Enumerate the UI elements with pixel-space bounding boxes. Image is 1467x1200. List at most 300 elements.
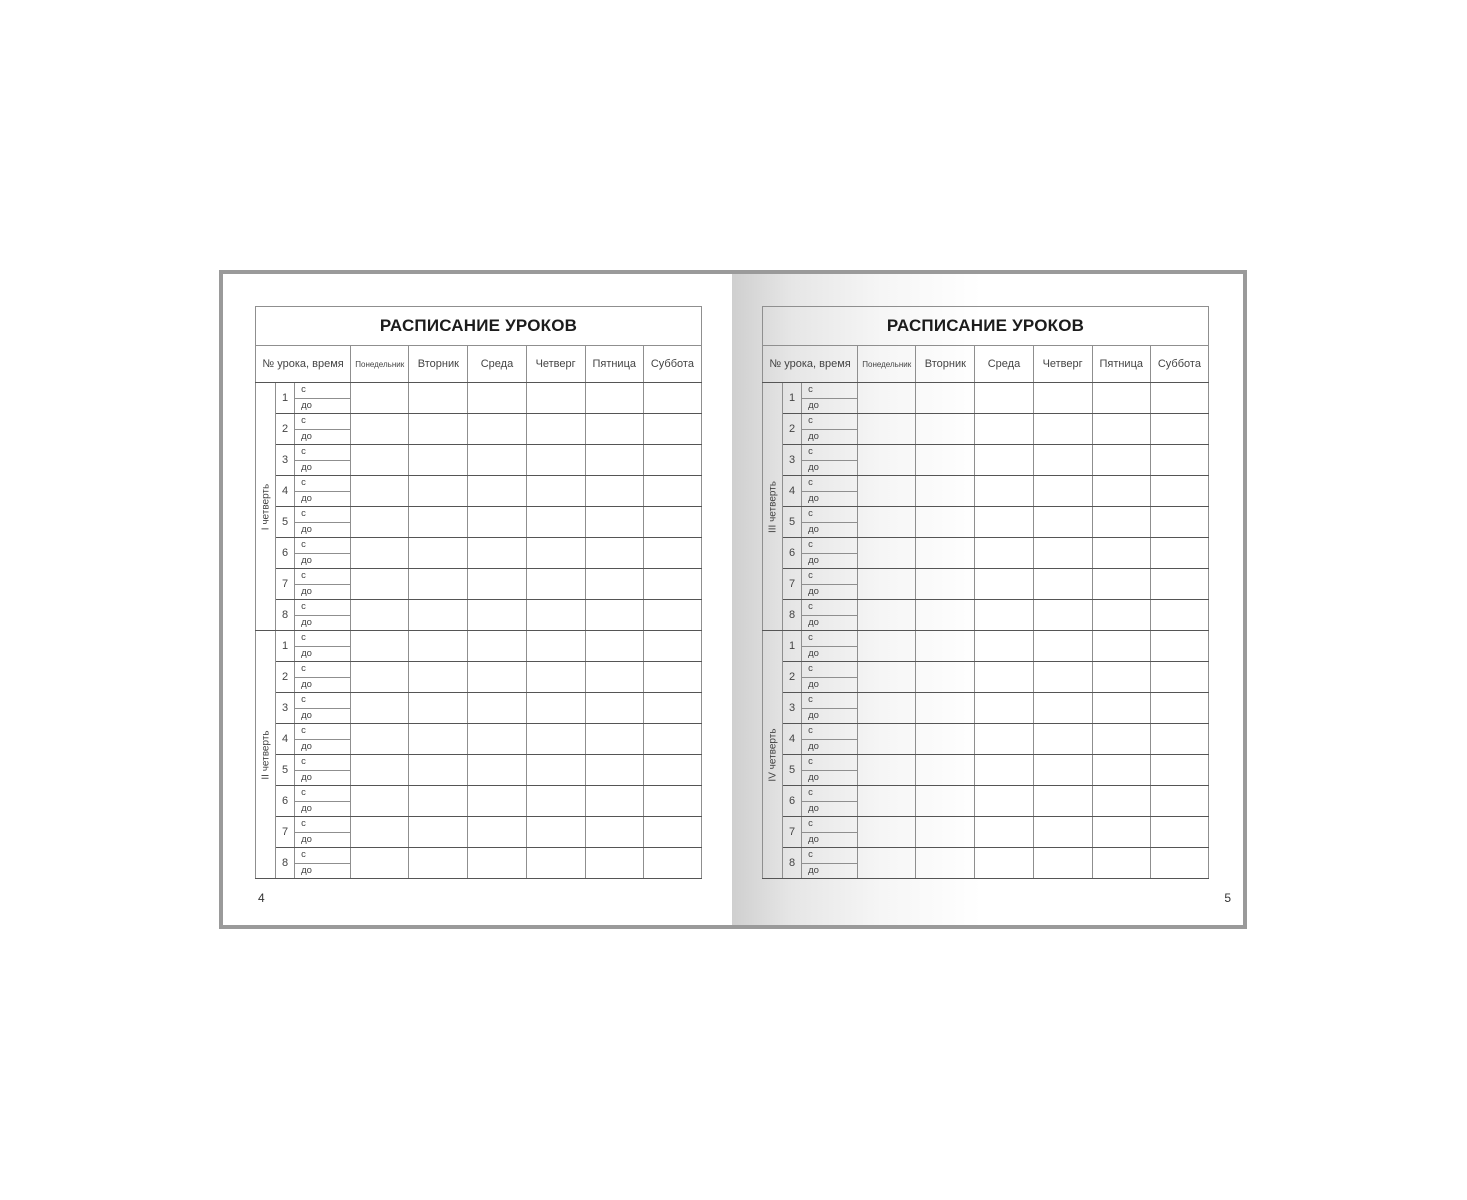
schedule-cell[interactable] [526, 414, 585, 445]
time-from-label: с [295, 538, 351, 554]
schedule-cell[interactable] [643, 724, 701, 755]
schedule-cell[interactable] [1150, 538, 1208, 569]
schedule-cell[interactable] [526, 538, 585, 569]
schedule-cell[interactable] [858, 724, 916, 755]
schedule-cell[interactable] [975, 662, 1033, 693]
schedule-cell[interactable] [585, 600, 643, 631]
lesson-number: 2 [783, 414, 802, 445]
schedule-cell[interactable] [468, 817, 526, 848]
time-to-label: до [802, 770, 858, 786]
schedule-cell[interactable] [1150, 600, 1208, 631]
schedule-cell[interactable] [468, 507, 526, 538]
schedule-cell[interactable] [409, 538, 468, 569]
schedule-cell[interactable] [526, 848, 585, 879]
schedule-cell[interactable] [916, 786, 975, 817]
lesson-row [763, 631, 1209, 647]
schedule-cell[interactable] [468, 631, 526, 662]
lesson-number: 7 [276, 817, 295, 848]
schedule-cell[interactable] [858, 445, 916, 476]
schedule-cell[interactable] [975, 755, 1033, 786]
time-to-label: до [295, 770, 351, 786]
quarter-cell [256, 631, 276, 879]
schedule-cell[interactable] [1033, 445, 1092, 476]
schedule-cell[interactable] [916, 414, 975, 445]
lesson-row [256, 848, 702, 864]
lesson-row [256, 693, 702, 709]
schedule-cell[interactable] [526, 476, 585, 507]
schedule-cell[interactable] [468, 848, 526, 879]
schedule-cell[interactable] [1150, 631, 1208, 662]
time-from-label: с [295, 569, 351, 585]
schedule-cell[interactable] [585, 817, 643, 848]
schedule-cell[interactable] [526, 507, 585, 538]
schedule-cell[interactable] [585, 538, 643, 569]
time-from-label: с [295, 476, 351, 492]
schedule-cell[interactable] [643, 569, 701, 600]
lesson-row [763, 755, 1209, 771]
lesson-row [763, 848, 1209, 864]
schedule-cell[interactable] [351, 848, 409, 879]
lesson-row [763, 786, 1209, 802]
schedule-cell[interactable] [1033, 476, 1092, 507]
schedule-cell[interactable] [585, 724, 643, 755]
schedule-cell[interactable] [351, 755, 409, 786]
day-header: Понедельник [858, 346, 916, 383]
time-to-label: до [802, 522, 858, 538]
time-to-label: до [295, 832, 351, 848]
schedule-cell[interactable] [1092, 786, 1150, 817]
lesson-number: 1 [276, 631, 295, 662]
schedule-cell[interactable] [916, 600, 975, 631]
lesson-row [763, 476, 1209, 492]
schedule-cell[interactable] [1033, 383, 1092, 414]
time-from-label: с [802, 848, 858, 864]
schedule-sheet [762, 306, 1209, 879]
schedule-cell[interactable] [975, 414, 1033, 445]
schedule-cell[interactable] [409, 600, 468, 631]
schedule-cell[interactable] [585, 476, 643, 507]
time-to-label: до [295, 801, 351, 817]
schedule-cell[interactable] [1033, 569, 1092, 600]
lesson-row [256, 662, 702, 678]
schedule-cell[interactable] [1033, 724, 1092, 755]
time-to-label: до [802, 429, 858, 445]
lesson-row [256, 786, 702, 802]
schedule-cell[interactable] [975, 476, 1033, 507]
schedule-cell[interactable] [1150, 383, 1208, 414]
lesson-number: 2 [783, 662, 802, 693]
schedule-cell[interactable] [975, 507, 1033, 538]
time-to-label: до [802, 708, 858, 724]
schedule-cell[interactable] [409, 817, 468, 848]
time-from-label: с [295, 600, 351, 616]
lesson-row [256, 724, 702, 740]
schedule-cell[interactable] [916, 507, 975, 538]
schedule-cell[interactable] [1150, 817, 1208, 848]
schedule-sheet [255, 306, 702, 879]
schedule-cell[interactable] [916, 755, 975, 786]
schedule-cell[interactable] [526, 631, 585, 662]
schedule-cell[interactable] [643, 538, 701, 569]
schedule-cell[interactable] [643, 817, 701, 848]
lesson-row [763, 662, 1209, 678]
schedule-cell[interactable] [975, 786, 1033, 817]
schedule-cell[interactable] [916, 662, 975, 693]
schedule-cell[interactable] [526, 755, 585, 786]
time-from-label: с [295, 445, 351, 461]
schedule-cell[interactable] [1150, 724, 1208, 755]
lesson-number: 8 [783, 600, 802, 631]
time-to-label: до [802, 553, 858, 569]
schedule-cell[interactable] [975, 817, 1033, 848]
schedule-cell[interactable] [585, 755, 643, 786]
day-header: Вторник [409, 346, 468, 383]
schedule-cell[interactable] [858, 693, 916, 724]
lesson-number: 6 [276, 786, 295, 817]
schedule-cell[interactable] [1092, 693, 1150, 724]
schedule-cell[interactable] [1092, 755, 1150, 786]
schedule-cell[interactable] [858, 786, 916, 817]
schedule-cell[interactable] [1033, 538, 1092, 569]
day-header: Суббота [643, 346, 701, 383]
lesson-column-header: № урока, время [256, 346, 351, 383]
lesson-row [256, 569, 702, 585]
schedule-cell[interactable] [1033, 755, 1092, 786]
schedule-cell[interactable] [351, 476, 409, 507]
schedule-cell[interactable] [409, 414, 468, 445]
time-to-label: до [295, 584, 351, 600]
schedule-cell[interactable] [468, 786, 526, 817]
schedule-cell[interactable] [975, 600, 1033, 631]
day-header: Суббота [1150, 346, 1208, 383]
page-number: 5 [1224, 891, 1231, 905]
lesson-row [763, 383, 1209, 399]
schedule-cell[interactable] [1092, 724, 1150, 755]
day-header: Вторник [916, 346, 975, 383]
schedule-cell[interactable] [643, 786, 701, 817]
schedule-cell[interactable] [526, 569, 585, 600]
schedule-cell[interactable] [1150, 569, 1208, 600]
time-to-label: до [802, 863, 858, 879]
schedule-cell[interactable] [468, 662, 526, 693]
schedule-cell[interactable] [526, 786, 585, 817]
schedule-cell[interactable] [468, 445, 526, 476]
schedule-cell[interactable] [585, 507, 643, 538]
page-right [732, 274, 1243, 925]
schedule-cell[interactable] [858, 662, 916, 693]
schedule-cell[interactable] [916, 631, 975, 662]
schedule-cell[interactable] [858, 383, 916, 414]
schedule-cell[interactable] [351, 724, 409, 755]
schedule-cell[interactable] [916, 724, 975, 755]
schedule-cell[interactable] [351, 383, 409, 414]
lesson-number: 5 [276, 507, 295, 538]
lesson-row [763, 538, 1209, 554]
schedule-cell[interactable] [585, 383, 643, 414]
schedule-cell[interactable] [526, 383, 585, 414]
schedule-cell[interactable] [351, 662, 409, 693]
schedule-cell[interactable] [409, 786, 468, 817]
schedule-cell[interactable] [858, 476, 916, 507]
schedule-cell[interactable] [1092, 600, 1150, 631]
schedule-cell[interactable] [409, 507, 468, 538]
schedule-cell[interactable] [916, 383, 975, 414]
day-header: Понедельник [351, 346, 409, 383]
day-header: Пятница [1092, 346, 1150, 383]
schedule-cell[interactable] [351, 693, 409, 724]
schedule-cell[interactable] [526, 724, 585, 755]
time-to-label: до [295, 863, 351, 879]
schedule-cell[interactable] [1092, 569, 1150, 600]
schedule-cell[interactable] [468, 383, 526, 414]
schedule-cell[interactable] [1092, 817, 1150, 848]
schedule-cell[interactable] [409, 693, 468, 724]
lesson-number: 1 [783, 383, 802, 414]
schedule-cell[interactable] [1033, 631, 1092, 662]
schedule-cell[interactable] [526, 600, 585, 631]
schedule-cell[interactable] [526, 693, 585, 724]
time-from-label: с [802, 507, 858, 523]
time-from-label: с [295, 507, 351, 523]
schedule-cell[interactable] [409, 476, 468, 507]
schedule-cell[interactable] [409, 755, 468, 786]
quarter-cell [256, 383, 276, 631]
time-from-label: с [802, 538, 858, 554]
time-to-label: до [295, 708, 351, 724]
time-to-label: до [295, 646, 351, 662]
schedule-cell[interactable] [409, 383, 468, 414]
schedule-cell[interactable] [351, 569, 409, 600]
schedule-cell[interactable] [409, 848, 468, 879]
lesson-number: 5 [783, 755, 802, 786]
schedule-cell[interactable] [858, 414, 916, 445]
schedule-cell[interactable] [468, 538, 526, 569]
schedule-cell[interactable] [858, 507, 916, 538]
lesson-row [763, 569, 1209, 585]
time-to-label: до [802, 739, 858, 755]
schedule-cell[interactable] [585, 693, 643, 724]
schedule-title: РАСПИСАНИЕ УРОКОВ [256, 307, 702, 346]
schedule-cell[interactable] [1150, 755, 1208, 786]
schedule-cell[interactable] [585, 631, 643, 662]
schedule-cell[interactable] [1150, 414, 1208, 445]
schedule-cell[interactable] [643, 507, 701, 538]
schedule-cell[interactable] [975, 383, 1033, 414]
schedule-cell[interactable] [643, 755, 701, 786]
time-to-label: до [802, 491, 858, 507]
time-to-label: до [295, 615, 351, 631]
schedule-cell[interactable] [975, 569, 1033, 600]
time-to-label: до [802, 584, 858, 600]
schedule-cell[interactable] [1092, 848, 1150, 879]
schedule-cell[interactable] [916, 445, 975, 476]
day-header: Четверг [526, 346, 585, 383]
time-to-label: до [295, 429, 351, 445]
lesson-number: 5 [783, 507, 802, 538]
diary-spread [219, 270, 1247, 929]
schedule-cell[interactable] [526, 817, 585, 848]
schedule-cell[interactable] [975, 445, 1033, 476]
time-from-label: с [802, 383, 858, 399]
schedule-title: РАСПИСАНИЕ УРОКОВ [763, 307, 1209, 346]
schedule-cell[interactable] [1092, 383, 1150, 414]
schedule-cell[interactable] [916, 693, 975, 724]
schedule-cell[interactable] [351, 445, 409, 476]
schedule-cell[interactable] [1092, 414, 1150, 445]
schedule-cell[interactable] [351, 538, 409, 569]
schedule-cell[interactable] [351, 414, 409, 445]
lesson-number: 6 [783, 786, 802, 817]
schedule-cell[interactable] [468, 414, 526, 445]
lesson-number: 2 [276, 414, 295, 445]
time-from-label: с [802, 662, 858, 678]
schedule-cell[interactable] [858, 848, 916, 879]
schedule-cell[interactable] [351, 631, 409, 662]
schedule-cell[interactable] [916, 817, 975, 848]
lesson-row [256, 817, 702, 833]
lesson-number: 3 [783, 693, 802, 724]
schedule-cell[interactable] [351, 600, 409, 631]
schedule-cell[interactable] [1150, 476, 1208, 507]
schedule-cell[interactable] [975, 724, 1033, 755]
schedule-cell[interactable] [351, 786, 409, 817]
schedule-cell[interactable] [1150, 786, 1208, 817]
lesson-number: 4 [783, 476, 802, 507]
lesson-number: 8 [276, 600, 295, 631]
schedule-cell[interactable] [1150, 693, 1208, 724]
schedule-cell[interactable] [409, 631, 468, 662]
schedule-cell[interactable] [1092, 445, 1150, 476]
schedule-cell[interactable] [916, 569, 975, 600]
schedule-cell[interactable] [468, 600, 526, 631]
time-to-label: до [802, 832, 858, 848]
schedule-cell[interactable] [858, 631, 916, 662]
schedule-cell[interactable] [1092, 631, 1150, 662]
schedule-cell[interactable] [916, 538, 975, 569]
lesson-row [763, 817, 1209, 833]
lesson-number: 1 [276, 383, 295, 414]
schedule-cell[interactable] [585, 848, 643, 879]
time-to-label: до [295, 522, 351, 538]
time-to-label: до [295, 491, 351, 507]
schedule-cell[interactable] [1092, 507, 1150, 538]
schedule-cell[interactable] [585, 786, 643, 817]
schedule-cell[interactable] [1033, 848, 1092, 879]
lesson-number: 4 [276, 724, 295, 755]
schedule-cell[interactable] [643, 848, 701, 879]
schedule-cell[interactable] [1092, 662, 1150, 693]
schedule-cell[interactable] [1033, 414, 1092, 445]
schedule-cell[interactable] [1033, 786, 1092, 817]
schedule-cell[interactable] [643, 383, 701, 414]
schedule-cell[interactable] [643, 662, 701, 693]
schedule-cell[interactable] [858, 755, 916, 786]
time-to-label: до [295, 398, 351, 414]
schedule-cell[interactable] [585, 569, 643, 600]
lesson-row [256, 538, 702, 554]
time-from-label: с [802, 817, 858, 833]
lesson-row [256, 414, 702, 430]
schedule-cell[interactable] [585, 414, 643, 445]
schedule-cell[interactable] [1150, 662, 1208, 693]
schedule-cell[interactable] [975, 693, 1033, 724]
schedule-cell[interactable] [1150, 445, 1208, 476]
schedule-cell[interactable] [643, 600, 701, 631]
schedule-cell[interactable] [468, 476, 526, 507]
schedule-cell[interactable] [526, 662, 585, 693]
schedule-cell[interactable] [468, 755, 526, 786]
page-left [223, 274, 732, 925]
schedule-cell[interactable] [1033, 693, 1092, 724]
time-from-label: с [802, 476, 858, 492]
schedule-cell[interactable] [1033, 817, 1092, 848]
time-from-label: с [802, 631, 858, 647]
day-header: Среда [975, 346, 1033, 383]
time-to-label: до [802, 460, 858, 476]
schedule-cell[interactable] [1092, 538, 1150, 569]
schedule-cell[interactable] [643, 631, 701, 662]
time-from-label: с [802, 693, 858, 709]
time-to-label: до [802, 646, 858, 662]
schedule-cell[interactable] [858, 569, 916, 600]
schedule-cell[interactable] [643, 476, 701, 507]
schedule-cell[interactable] [526, 445, 585, 476]
lesson-row [256, 755, 702, 771]
time-to-label: до [802, 677, 858, 693]
time-to-label: до [295, 739, 351, 755]
lesson-row [763, 693, 1209, 709]
schedule-cell[interactable] [916, 848, 975, 879]
schedule-cell[interactable] [409, 569, 468, 600]
schedule-cell[interactable] [643, 445, 701, 476]
schedule-cell[interactable] [585, 445, 643, 476]
lesson-row [256, 445, 702, 461]
schedule-cell[interactable] [409, 724, 468, 755]
time-from-label: с [295, 662, 351, 678]
schedule-cell[interactable] [858, 538, 916, 569]
schedule-cell[interactable] [643, 414, 701, 445]
schedule-cell[interactable] [1092, 476, 1150, 507]
schedule-cell[interactable] [858, 600, 916, 631]
lesson-row [256, 631, 702, 647]
schedule-cell[interactable] [468, 724, 526, 755]
schedule-cell[interactable] [1033, 662, 1092, 693]
schedule-cell[interactable] [1033, 507, 1092, 538]
lesson-row [256, 600, 702, 616]
schedule-cell[interactable] [409, 445, 468, 476]
schedule-cell[interactable] [1150, 848, 1208, 879]
schedule-cell[interactable] [351, 817, 409, 848]
schedule-cell[interactable] [858, 817, 916, 848]
quarter-label: IV четверть [767, 727, 779, 782]
schedule-cell[interactable] [468, 693, 526, 724]
schedule-cell[interactable] [643, 693, 701, 724]
lesson-number: 3 [783, 445, 802, 476]
schedule-cell[interactable] [975, 631, 1033, 662]
schedule-cell[interactable] [975, 538, 1033, 569]
schedule-cell[interactable] [975, 848, 1033, 879]
time-to-label: до [295, 460, 351, 476]
time-from-label: с [295, 755, 351, 771]
schedule-cell[interactable] [351, 507, 409, 538]
schedule-cell[interactable] [468, 569, 526, 600]
schedule-cell[interactable] [1150, 507, 1208, 538]
schedule-cell[interactable] [916, 476, 975, 507]
schedule-cell[interactable] [409, 662, 468, 693]
schedule-cell[interactable] [1033, 600, 1092, 631]
schedule-cell[interactable] [585, 662, 643, 693]
lesson-number: 3 [276, 445, 295, 476]
